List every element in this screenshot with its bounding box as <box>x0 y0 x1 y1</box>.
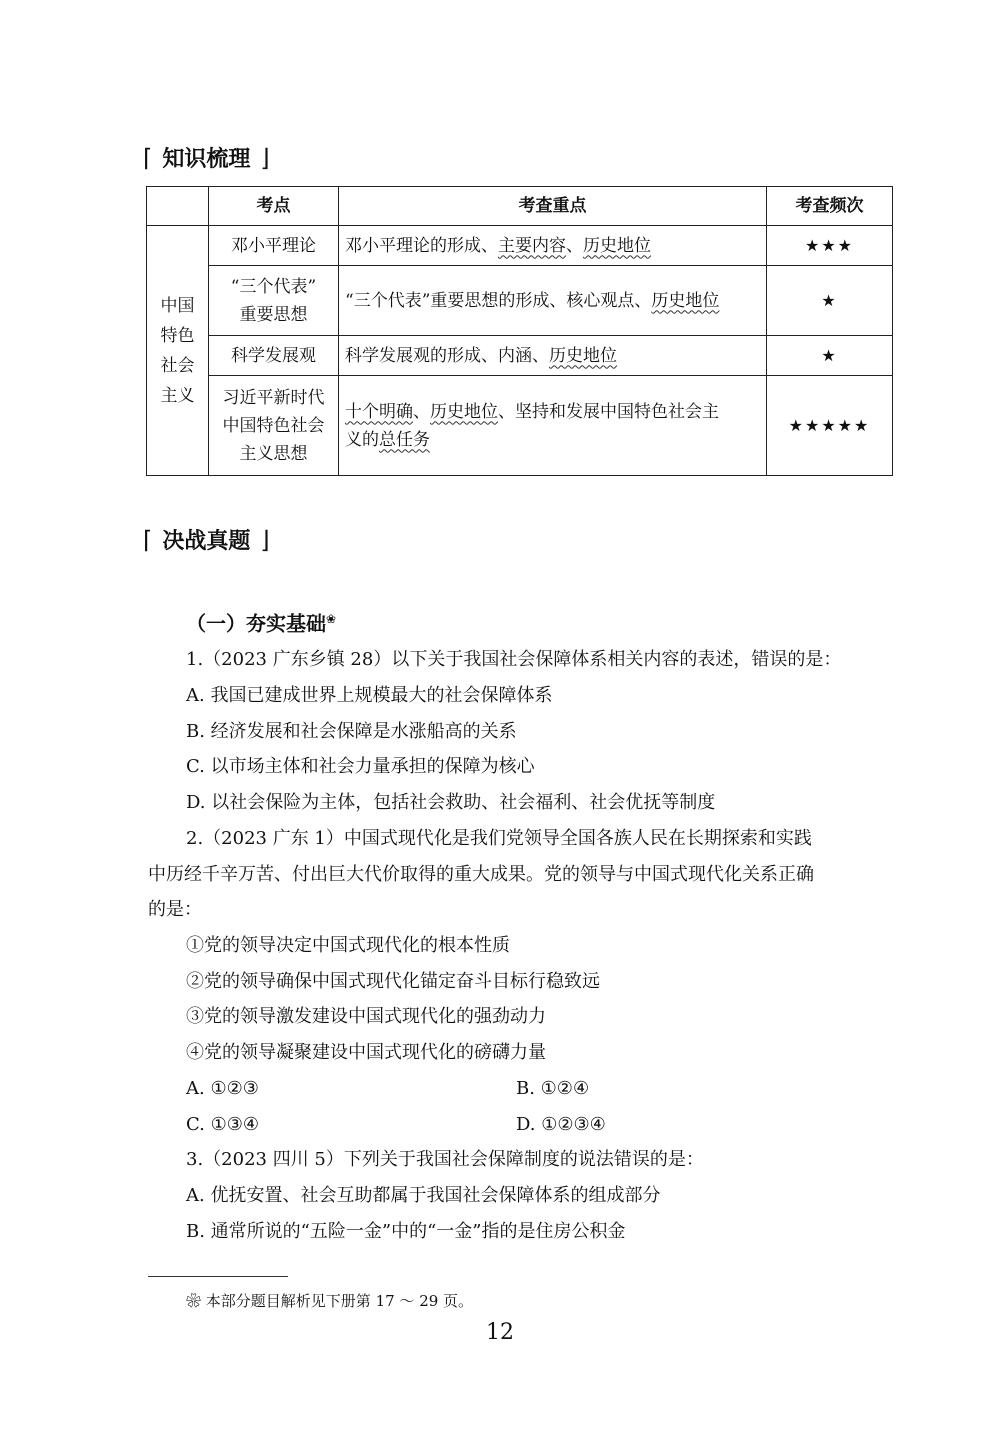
table-header: 考点 <box>209 187 339 226</box>
question-option: B. 经济发展和社会保障是水涨船高的关系 <box>186 720 517 742</box>
flower-note-icon: ❀ <box>326 612 337 626</box>
focus-text: 、 <box>413 401 430 422</box>
group-label-line: 社会 <box>160 355 195 376</box>
focus-text: “三个代表”重要思想的形成、核心观点、 <box>345 290 652 311</box>
focus-text-emphasis: 历史地位 <box>651 290 720 311</box>
exam-point-line: 中国特色社会 <box>222 415 325 436</box>
exam-point-line: 重要思想 <box>239 304 308 325</box>
exam-focus-cell <box>339 376 767 476</box>
page-number: 12 <box>486 1320 514 1345</box>
focus-text-emphasis: 历史地位 <box>549 345 617 366</box>
exam-focus-cell <box>339 336 767 376</box>
knowledge-heading <box>143 142 270 173</box>
exam-point-line: 邓小平理论 <box>231 235 316 256</box>
exam-point-cell <box>209 336 339 376</box>
exam-point-cell <box>209 266 339 336</box>
subsection-title <box>148 602 898 642</box>
exam-point-line: 主义思想 <box>239 443 308 464</box>
exam-heading <box>143 524 270 555</box>
question-option: A. 我国已建成世界上规模最大的社会保障体系 <box>186 685 553 707</box>
focus-text-emphasis: 十个明确 <box>345 401 413 422</box>
exam-focus-cell <box>339 266 767 336</box>
focus-text: 、 <box>566 235 583 256</box>
focus-text-emphasis: 历史地位 <box>583 235 651 256</box>
question-option: C. ①③④ <box>186 1113 259 1135</box>
subsection-title-text: （一）夯实基础 <box>186 611 326 636</box>
table-row <box>147 266 893 336</box>
footnote-divider <box>148 1276 288 1277</box>
question-statement: ②党的领导确保中国式现代化锚定奋斗目标行稳致远 <box>186 970 600 992</box>
knowledge-heading-text: 知识梳理 <box>162 147 251 172</box>
frequency-stars: ★ <box>767 336 893 376</box>
exam-point-line: 科学发展观 <box>231 345 316 366</box>
bracket-close: ⌋ <box>260 525 270 554</box>
table-header-blank <box>147 187 209 226</box>
exam-point-cell <box>209 376 339 476</box>
question-stem: 3.（2023 四川 5）下列关于我国社会保障制度的说法错误的是： <box>186 1149 704 1171</box>
question-option: B. ①②④ <box>516 1077 590 1099</box>
question-option: D. ①②③④ <box>516 1113 606 1135</box>
frequency-stars: ★★★ <box>767 226 893 266</box>
question-option: A. ①②③ <box>186 1077 259 1099</box>
question-stem: 中历经千辛万苦、付出巨大代价取得的重大成果。党的领导与中国式现代化关系正确 <box>148 863 814 885</box>
frequency-stars: ★★★★★ <box>767 376 893 476</box>
group-label-line: 主义 <box>160 385 195 406</box>
question-stem: 的是： <box>148 899 202 921</box>
group-label-line: 特色 <box>160 325 195 346</box>
question-option: D. 以社会保险为主体，包括社会救助、社会福利、社会优抚等制度 <box>186 792 716 814</box>
option-row <box>148 1071 898 1107</box>
footnote <box>186 1290 473 1311</box>
question-statement: ④党的领导凝聚建设中国式现代化的磅礴力量 <box>186 1042 546 1064</box>
group-label-line: 中国 <box>160 295 195 316</box>
footnote-text: 本部分题目解析见下册第 17 ～ 29 页。 <box>205 1292 474 1310</box>
option-row <box>148 1107 898 1143</box>
question-statement: ①党的领导决定中国式现代化的根本性质 <box>186 934 510 956</box>
table-row <box>147 376 893 476</box>
exam-focus-cell <box>339 226 767 266</box>
table-header: 考查频次 <box>767 187 893 226</box>
table-row <box>147 336 893 376</box>
question-option: A. 优抚安置、社会互助都属于我国社会保障体系的组成部分 <box>186 1184 661 1206</box>
bracket-open: ⌈ <box>143 525 153 554</box>
table-header: 考查重点 <box>339 187 767 226</box>
bracket-open: ⌈ <box>143 143 153 172</box>
focus-text: 义的 <box>345 429 379 450</box>
focus-text: 科学发展观的形成、内涵、 <box>345 345 549 366</box>
focus-text-emphasis: 历史地位 <box>430 401 498 422</box>
question-option: C. 以市场主体和社会力量承担的保障为核心 <box>186 756 535 778</box>
bracket-close: ⌋ <box>260 143 270 172</box>
knowledge-table <box>146 186 893 476</box>
exam-heading-text: 决战真题 <box>162 529 251 554</box>
question-option: B. 通常所说的“五险一金”中的“一金”指的是住房公积金 <box>186 1220 626 1242</box>
table-row <box>147 226 893 266</box>
question-statement: ③党的领导激发建设中国式现代化的强劲动力 <box>186 1006 546 1028</box>
flower-note-icon: ❀ <box>186 1292 202 1310</box>
questions-block <box>148 602 898 1249</box>
focus-text-emphasis: 主要内容 <box>498 235 566 256</box>
frequency-stars: ★ <box>767 266 893 336</box>
exam-point-line: “三个代表” <box>230 276 317 297</box>
table-header-row <box>147 187 893 226</box>
group-label-cell <box>147 226 209 476</box>
focus-text-emphasis: 总任务 <box>379 429 430 450</box>
exam-point-cell <box>209 226 339 266</box>
question-stem: 2.（2023 广东 1）中国式现代化是我们党领导全国各族人民在长期探索和实践 <box>186 827 812 849</box>
exam-point-line: 习近平新时代 <box>222 387 325 408</box>
focus-text: 邓小平理论的形成、 <box>345 235 498 256</box>
question-stem: 1.（2023 广东乡镇 28）以下关于我国社会保障体系相关内容的表述，错误的是： <box>186 649 842 671</box>
focus-text: 、坚持和发展中国特色社会主 <box>498 401 719 422</box>
